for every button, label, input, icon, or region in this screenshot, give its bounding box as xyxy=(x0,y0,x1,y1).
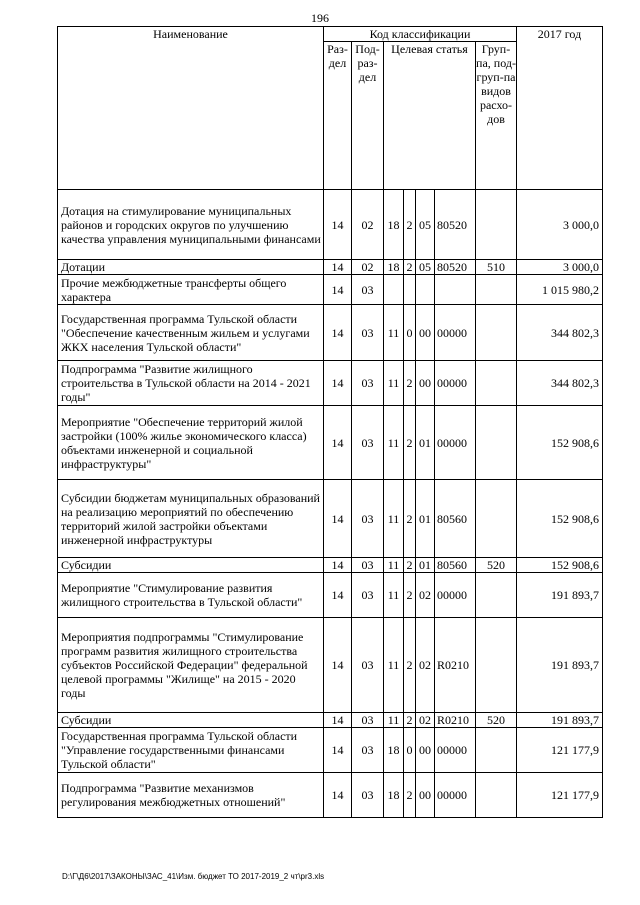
cell-amount: 344 802,3 xyxy=(517,305,603,361)
cell-cs2: 2 xyxy=(404,361,416,406)
cell-rz: 14 xyxy=(324,618,352,713)
cell-name: Государственная программа Тульской области "Обеспечение качественным жильем и услугами ЖКХ населения Тульской области" xyxy=(58,305,324,361)
cell-pr: 03 xyxy=(352,713,384,728)
cell-cs2: 2 xyxy=(404,406,416,480)
cell-cs1: 18 xyxy=(384,728,404,773)
cell-amount: 344 802,3 xyxy=(517,361,603,406)
cell-vr: 510 xyxy=(476,260,517,275)
cell-name: Мероприятия подпрограммы "Стимулирование программ развития жилищного строительства субъектов Российской Федерации" федеральной целевой программы "Жилище" на 2015 - 2020 годы xyxy=(58,618,324,713)
cell-pr: 03 xyxy=(352,558,384,573)
cell-amount: 152 908,6 xyxy=(517,406,603,480)
cell-vr xyxy=(476,773,517,818)
cell-amount: 121 177,9 xyxy=(517,728,603,773)
cell-name: Подпрограмма "Развитие механизмов регулирования межбюджетных отношений" xyxy=(58,773,324,818)
cell-vr xyxy=(476,275,517,305)
header-podrazdel: Под-раз-дел xyxy=(352,42,384,190)
cell-pr: 02 xyxy=(352,190,384,260)
cell-amount: 191 893,7 xyxy=(517,713,603,728)
cell-cs4: R0210 xyxy=(435,713,476,728)
cell-cs2: 2 xyxy=(404,260,416,275)
cell-pr: 03 xyxy=(352,361,384,406)
cell-cs2: 2 xyxy=(404,713,416,728)
cell-rz: 14 xyxy=(324,406,352,480)
cell-vr: 520 xyxy=(476,558,517,573)
cell-cs1: 18 xyxy=(384,260,404,275)
cell-cs1: 11 xyxy=(384,361,404,406)
cell-rz: 14 xyxy=(324,713,352,728)
cell-pr: 03 xyxy=(352,618,384,713)
cell-cs4: 00000 xyxy=(435,361,476,406)
table-row xyxy=(58,728,603,773)
cell-cs3: 01 xyxy=(416,406,435,480)
cell-cs1 xyxy=(384,275,404,305)
cell-rz: 14 xyxy=(324,480,352,558)
header-year: 2017 год xyxy=(517,27,603,190)
cell-cs4: 00000 xyxy=(435,773,476,818)
cell-cs4: R0210 xyxy=(435,618,476,713)
header-name: Наименование xyxy=(58,27,324,190)
cell-cs1: 11 xyxy=(384,713,404,728)
cell-vr xyxy=(476,618,517,713)
cell-cs1: 11 xyxy=(384,573,404,618)
cell-name: Государственная программа Тульской области "Управление государственными финансами Тульской области" xyxy=(58,728,324,773)
cell-cs1: 18 xyxy=(384,773,404,818)
cell-name: Прочие межбюджетные трансферты общего характера xyxy=(58,275,324,305)
cell-cs1: 11 xyxy=(384,618,404,713)
cell-rz: 14 xyxy=(324,260,352,275)
cell-name: Субсидии бюджетам муниципальных образований на реализацию мероприятий по обеспечению территорий жилой застройки объектами инженерной инфраструктуры xyxy=(58,480,324,558)
cell-cs4: 80560 xyxy=(435,480,476,558)
cell-cs4: 80560 xyxy=(435,558,476,573)
cell-amount: 3 000,0 xyxy=(517,190,603,260)
cell-vr xyxy=(476,361,517,406)
cell-cs3: 00 xyxy=(416,773,435,818)
cell-pr: 03 xyxy=(352,773,384,818)
table-row xyxy=(58,480,603,558)
cell-rz: 14 xyxy=(324,773,352,818)
cell-rz: 14 xyxy=(324,190,352,260)
cell-vr xyxy=(476,406,517,480)
file-path-footer: D:\Г\Д6\2017\ЗАКОНЫ\ЗАС_41\Изм. бюджет ТО 2017-2019_2 чт\pr3.xls xyxy=(62,872,325,881)
cell-cs3: 00 xyxy=(416,361,435,406)
cell-amount: 3 000,0 xyxy=(517,260,603,275)
cell-cs1: 11 xyxy=(384,406,404,480)
cell-cs1: 11 xyxy=(384,305,404,361)
table-row xyxy=(58,573,603,618)
cell-name: Субсидии xyxy=(58,558,324,573)
table-row xyxy=(58,558,603,573)
cell-amount: 121 177,9 xyxy=(517,773,603,818)
cell-cs2: 0 xyxy=(404,728,416,773)
cell-cs3 xyxy=(416,275,435,305)
cell-rz: 14 xyxy=(324,573,352,618)
cell-cs3: 01 xyxy=(416,480,435,558)
cell-vr xyxy=(476,305,517,361)
table-row xyxy=(58,260,603,275)
cell-cs3: 05 xyxy=(416,190,435,260)
cell-cs2: 2 xyxy=(404,558,416,573)
cell-rz: 14 xyxy=(324,558,352,573)
page-number: 196 xyxy=(311,11,329,25)
cell-amount: 191 893,7 xyxy=(517,573,603,618)
cell-vr xyxy=(476,728,517,773)
cell-name: Мероприятие "Стимулирование развития жилищного строительства в Тульской области" xyxy=(58,573,324,618)
cell-name: Дотация на стимулирование муниципальных районов и городских округов по улучшению качества управления муниципальными финансами xyxy=(58,190,324,260)
cell-pr: 03 xyxy=(352,480,384,558)
cell-rz: 14 xyxy=(324,361,352,406)
cell-cs3: 02 xyxy=(416,618,435,713)
cell-amount: 152 908,6 xyxy=(517,480,603,558)
cell-cs2: 0 xyxy=(404,305,416,361)
table-row xyxy=(58,618,603,713)
header-celevaya: Целевая статья xyxy=(384,42,476,190)
cell-cs1: 18 xyxy=(384,190,404,260)
cell-rz: 14 xyxy=(324,728,352,773)
cell-rz: 14 xyxy=(324,305,352,361)
cell-cs4: 00000 xyxy=(435,728,476,773)
cell-cs4: 80520 xyxy=(435,260,476,275)
cell-cs4: 00000 xyxy=(435,406,476,480)
table-row xyxy=(58,773,603,818)
cell-cs3: 00 xyxy=(416,305,435,361)
cell-cs2 xyxy=(404,275,416,305)
header-code: Код классификации xyxy=(324,27,517,42)
cell-name: Мероприятие "Обеспечение территорий жилой застройки (100% жилье экономического класса) объектами инженерной и социальной инфраструктуры" xyxy=(58,406,324,480)
table-row xyxy=(58,275,603,305)
cell-pr: 03 xyxy=(352,275,384,305)
cell-vr xyxy=(476,190,517,260)
cell-pr: 03 xyxy=(352,573,384,618)
header-gruppa: Груп-па, под-груп-па видов расхо-дов xyxy=(476,42,517,190)
cell-name: Субсидии xyxy=(58,713,324,728)
cell-cs4: 00000 xyxy=(435,305,476,361)
cell-cs3: 01 xyxy=(416,558,435,573)
cell-pr: 03 xyxy=(352,728,384,773)
table-row xyxy=(58,713,603,728)
cell-cs3: 02 xyxy=(416,713,435,728)
cell-cs1: 11 xyxy=(384,480,404,558)
table-row xyxy=(58,190,603,260)
table-row xyxy=(58,361,603,406)
cell-cs3: 02 xyxy=(416,573,435,618)
table-body xyxy=(58,190,603,818)
cell-cs2: 2 xyxy=(404,773,416,818)
cell-cs4: 00000 xyxy=(435,573,476,618)
cell-cs2: 2 xyxy=(404,573,416,618)
cell-amount: 191 893,7 xyxy=(517,618,603,713)
cell-rz: 14 xyxy=(324,275,352,305)
cell-amount: 152 908,6 xyxy=(517,558,603,573)
cell-cs2: 2 xyxy=(404,618,416,713)
cell-pr: 02 xyxy=(352,260,384,275)
cell-cs4: 80520 xyxy=(435,190,476,260)
cell-cs3: 05 xyxy=(416,260,435,275)
table-row xyxy=(58,406,603,480)
cell-vr xyxy=(476,480,517,558)
cell-cs3: 00 xyxy=(416,728,435,773)
cell-cs1: 11 xyxy=(384,558,404,573)
cell-cs2: 2 xyxy=(404,190,416,260)
cell-cs4 xyxy=(435,275,476,305)
cell-amount: 1 015 980,2 xyxy=(517,275,603,305)
cell-cs2: 2 xyxy=(404,480,416,558)
cell-name: Дотации xyxy=(58,260,324,275)
table-row xyxy=(58,305,603,361)
cell-vr: 520 xyxy=(476,713,517,728)
cell-pr: 03 xyxy=(352,305,384,361)
header-razdel: Раз-дел xyxy=(324,42,352,190)
cell-name: Подпрограмма "Развитие жилищного строительства в Тульской области на 2014 - 2021 годы" xyxy=(58,361,324,406)
budget-table xyxy=(57,26,603,818)
cell-pr: 03 xyxy=(352,406,384,480)
cell-vr xyxy=(476,573,517,618)
